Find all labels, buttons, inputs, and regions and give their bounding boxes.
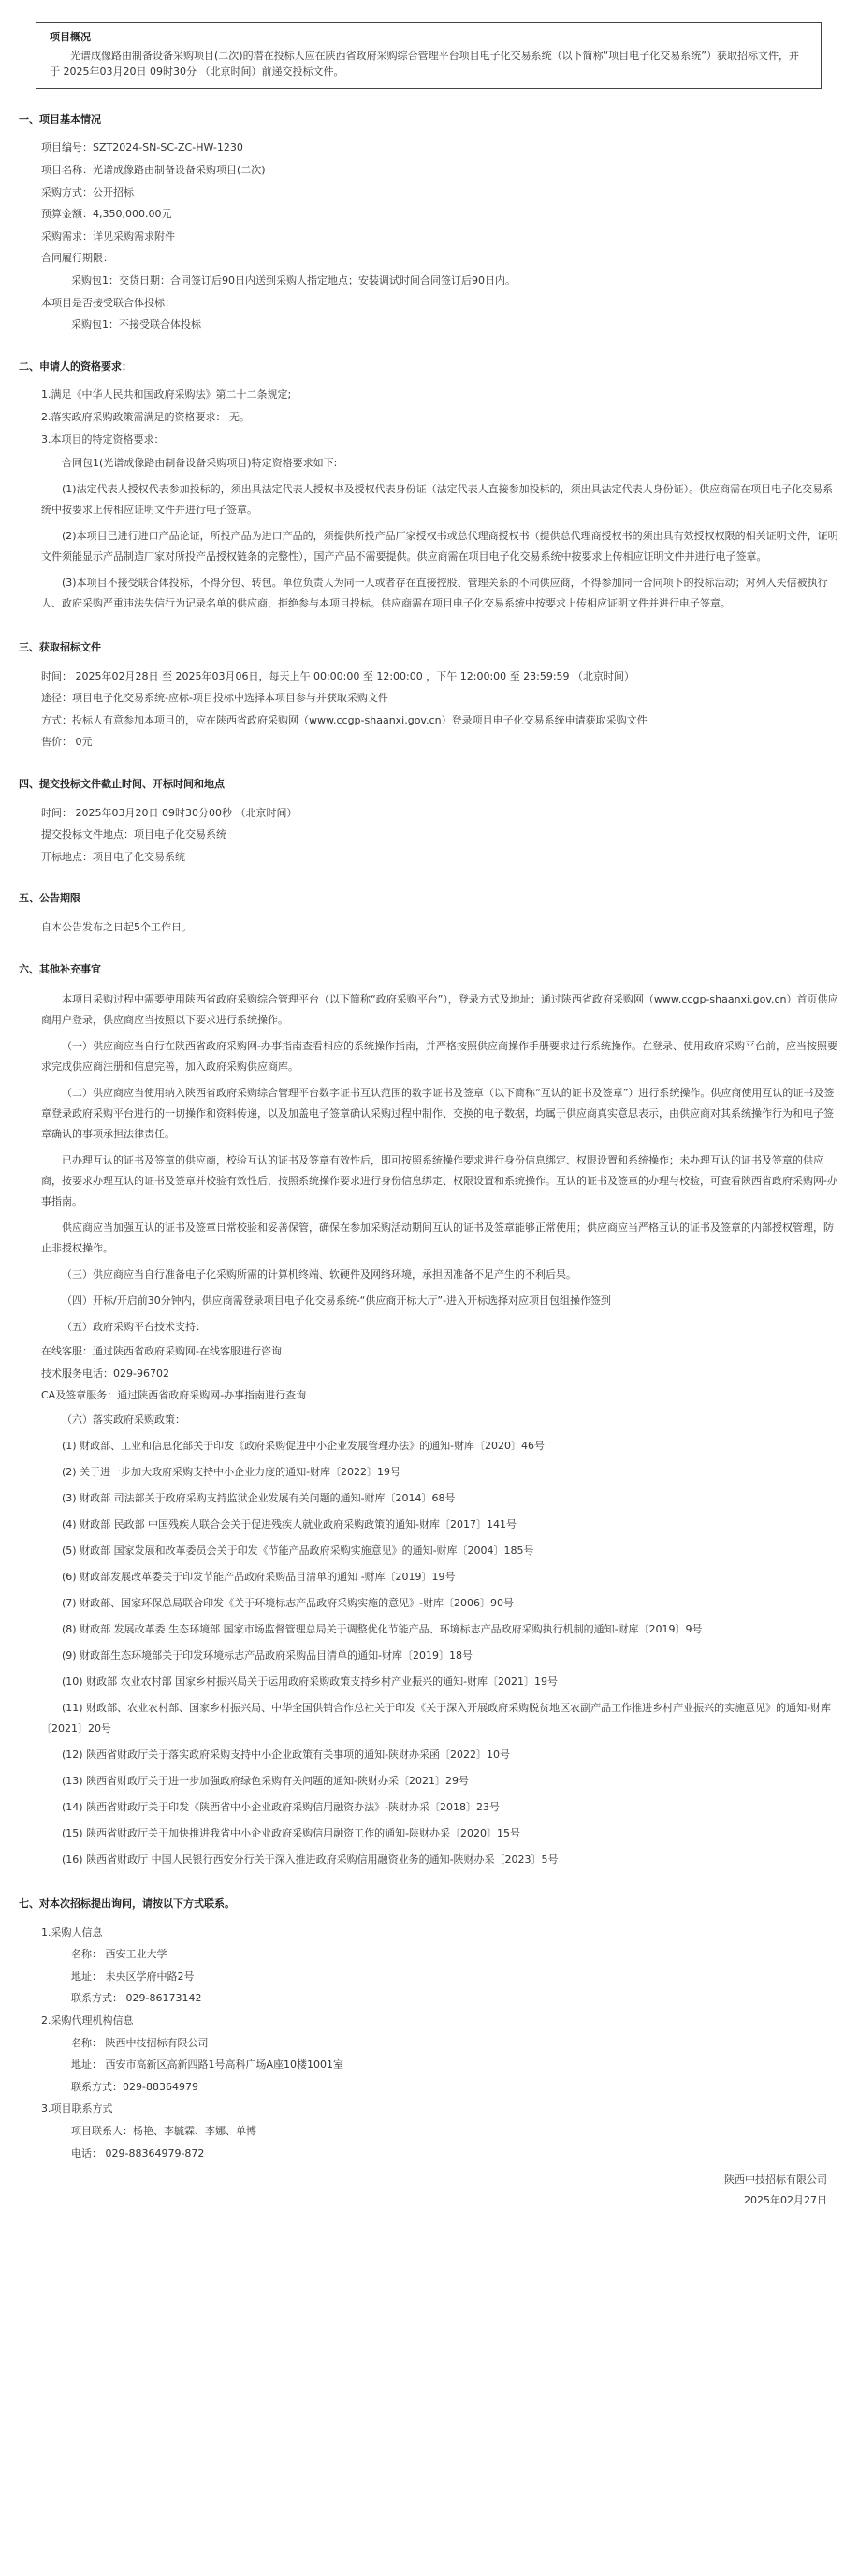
policy-item: (6) 财政部发展改革委关于印发节能产品政府采购品目清单的通知 -财库〔2019〕19号: [62, 1571, 456, 1583]
purchaser-address: 地址： 未央区学府中路2号: [71, 1969, 195, 1983]
policy-item: (5) 财政部 国家发展和改革委员会关于印发《节能产品政府采购实施意见》的通知-财库〔2004〕185号: [62, 1544, 534, 1557]
joint-bid-label: 本项目是否接受联合体投标：: [41, 296, 175, 309]
section-2-title: 二、申请人的资格要求：: [19, 359, 132, 373]
document-price: 售价： 0元: [41, 736, 93, 749]
signature-date: 2025年02月27日: [744, 2193, 827, 2206]
obtain-method: 方式：投标人有意参加本项目的，应在陕西省政府采购网（www.ccgp-shaanxi.gov.cn）登录项目电子化交易系统申请获取采购文件: [41, 713, 648, 726]
qualification-package1: 合同包1(光谱成像路由制备设备采购项目)特定资格要求如下:: [62, 457, 338, 470]
policy-item: (12) 陕西省财政厅关于落实政府采购支持中小企业政策有关事项的通知-陕财办采函〔2022〕10号: [62, 1749, 511, 1761]
policy-item: (15) 陕西省财政厅关于加快推进我省中小企业政府采购信用融资工作的通知-陕财办采〔2020〕15号: [62, 1827, 521, 1839]
policy-item: (1) 财政部、工业和信息化部关于印发《政府采购促进中小企业发展管理办法》的通知-财库〔2020〕46号: [62, 1440, 546, 1452]
package1-joint-bid: 采购包1：不接受联合体投标: [71, 318, 201, 331]
policy-item: (2) 关于进一步加大政府采购支持中小企业力度的通知-财库〔2022〕19号: [62, 1466, 401, 1478]
policy-item: (13) 陕西省财政厅关于进一步加强政府绿色采购有关问题的通知-陕财办采〔2021〕29号: [62, 1775, 470, 1787]
qualification-item-1: (1)法定代表人授权代表参加投标的，须出具法定代表人授权书及授权代表身份证（法定代表人直接参加投标的，须出具法定代表人身份证）。供应商需在项目电子化交易系统中按要求上传相应证明文件并进行电子签章。: [41, 483, 834, 517]
policy-item: (3) 财政部 司法部关于政府采购支持监狱企业发展有关问题的通知-财库〔2014〕68号: [62, 1492, 456, 1504]
supplement-para-6: （三）供应商应当自行准备电子化采购所需的计算机终端、软硬件及网络环境，承担因准备不足产生的不利后果。: [62, 1268, 576, 1281]
section-1-title: 一、项目基本情况: [19, 112, 101, 125]
supplement-para-5: 供应商应当加强互认的证书及签章日常校验和妥善保管，确保在参加采购活动期间互认的证书及签章能够正常使用；供应商应当严格互认的证书及签章的内部授权管理，防止非授权操作。: [41, 1222, 834, 1255]
supplement-para-3: （二）供应商应当使用纳入陕西省政府采购综合管理平台数字证书互认范围的数字证书及签章（以下简称“互认的证书及签章”）进行系统操作。供应商使用互认的证书及签章登录政府采购平台进行的一切操作和资料传递，以及加盖电子签章确认采购过程中制作、交换的电子数据，均属于供应商真实意思表示，由供应商对其系统操作行为和电子签章确认的事项承担法律责任。: [41, 1087, 835, 1141]
procurement-requirement: 采购需求：详见采购需求附件: [41, 229, 175, 242]
agent-name: 名称： 陕西中技招标有限公司: [71, 2036, 209, 2049]
project-name: 项目名称：光谱成像路由制备设备采购项目(二次): [41, 163, 266, 176]
project-overview-box: [36, 22, 822, 89]
deadline-time: 时间： 2025年03月20日 09时30分00秒 （北京时间）: [41, 806, 298, 819]
policy-item: (8) 财政部 发展改革委 生态环境部 国家市场监督管理总局关于调整优化节能产品、环境标志产品政府采购执行机制的通知-财库〔2019〕9号: [62, 1623, 703, 1635]
purchaser-name: 名称： 西安工业大学: [71, 1948, 167, 1961]
package1-delivery: 采购包1：交货日期：合同签订后90日内送到采购人指定地点；安装调试时间合同签订后90日内。: [71, 273, 516, 286]
procurement-method: 采购方式：公开招标: [41, 185, 134, 198]
section-7-title: 七、对本次招标提出询问，请按以下方式联系。: [19, 1897, 235, 1910]
online-service: 在线客服：通过陕西省政府采购网-在线客服进行咨询: [41, 1345, 282, 1358]
section-4-title: 四、提交投标文件截止时间、开标时间和地点: [19, 778, 225, 791]
policy-item: (10) 财政部 农业农村部 国家乡村振兴局关于运用政府采购政策支持乡村产业振兴的通知-财库〔2021〕19号: [62, 1676, 559, 1688]
qualification-3: 3.本项目的特定资格要求：: [41, 432, 165, 446]
agent-address: 地址： 西安市高新区高新四路1号高科广场A座10楼1001室: [71, 2058, 344, 2071]
contact-heading: 3.项目联系方式: [41, 2102, 113, 2115]
obtain-time: 时间： 2025年02月28日 至 2025年03月06日，每天上午 00:00:00 至 12:00:00 ，下午 12:00:00 至 23:59:59 （北京时间）: [41, 669, 635, 682]
qualification-1: 1.满足《中华人民共和国政府采购法》第二十二条规定;: [41, 388, 292, 402]
qualification-2: 2.落实政府采购政策需满足的资格要求： 无。: [41, 410, 250, 423]
signature-org: 陕西中技招标有限公司: [724, 2174, 827, 2187]
supplement-para-1: 本项目采购过程中需要使用陕西省政府采购综合管理平台（以下简称“政府采购平台”），登录方式及地址：通过陕西省政府采购网（www.ccgp-shaanxi.gov.cn）首页供应商用户登录，供应商应当按照以下要求进行系统操作。: [41, 993, 838, 1027]
policy-item: (11) 财政部、农业农村部、国家乡村振兴局、中华全国供销合作总社关于印发《关于深入开展政府采购脱贫地区农副产品工作推进乡村产业振兴的实施意见》的通知-财库〔2021〕20号: [41, 1702, 832, 1734]
supplement-para-2: （一）供应商应当自行在陕西省政府采购网-办事指南查看相应的系统操作指南，并严格按照供应商操作手册要求进行系统操作。在登录、使用政府采购平台前，应当按照要求完成供应商注册和信息完善，加入政府采购供应商库。: [41, 1040, 837, 1074]
opening-location: 开标地点：项目电子化交易系统: [41, 850, 185, 863]
section-5-title: 五、公告期限: [19, 892, 80, 905]
qualification-item-3: (3)本项目不接受联合体投标，不得分包、转包。单位负责人为同一人或者存在直接控股、管理关系的不同供应商，不得参加同一合同项下的投标活动；对列入失信被执行人、政府采购严重违法失信行为记录名单的供应商，拒绝参与本项目投标。供应商需在项目电子化交易系统中按要求上传相应证明文件并进行电子签章。: [41, 577, 828, 610]
submit-location: 提交投标文件地点：项目电子化交易系统: [41, 828, 226, 842]
policy-item: (7) 财政部、国家环保总局联合印发《关于环境标志产品政府采购实施的意见》-财库〔2006〕90号: [62, 1597, 515, 1609]
section-3-title: 三、获取招标文件: [19, 641, 101, 654]
obtain-route: 途径：项目电子化交易系统-应标-项目投标中选择本项目参与并获取采购文件: [41, 692, 388, 705]
budget-amount: 预算金额：4,350,000.00元: [41, 208, 172, 221]
tech-service-phone: 技术服务电话：029-96702: [41, 1367, 169, 1380]
project-number: 项目编号：SZT2024-SN-SC-ZC-HW-1230: [41, 141, 243, 154]
policy-heading: （六）落实政府采购政策：: [62, 1413, 185, 1426]
announcement-period: 自本公告发布之日起5个工作日。: [41, 921, 192, 934]
supplement-para-8: （五）政府采购平台技术支持：: [62, 1321, 206, 1334]
purchaser-phone: 联系方式： 029-86173142: [71, 1992, 202, 2005]
agent-heading: 2.采购代理机构信息: [41, 2013, 134, 2027]
policy-item: (4) 财政部 民政部 中国残疾人联合会关于促进残疾人就业政府采购政策的通知-财库〔2017〕141号: [62, 1518, 517, 1530]
ca-service: CA及签章服务：通过陕西省政府采购网-办事指南进行查询: [41, 1389, 307, 1402]
qualification-item-2: (2)本项目已进行进口产品论证，所投产品为进口产品的，须提供所投产品厂家授权书或总代理商授权书（提供总代理商授权书的须出具有效授权权限的相关证明文件，证明文件须能显示产品制造厂家对所投产品授权链条的完整性），国产产品不需要提供。供应商需在项目电子化交易系统中按要求上传相应证明文件并进行电子签章。: [41, 530, 838, 564]
policy-item: (16) 陕西省财政厅 中国人民银行西安分行关于深入推进政府采购信用融资业务的通知-陕财办采〔2023〕5号: [62, 1853, 559, 1866]
supplement-para-7: （四）开标/开启前30分钟内，供应商需登录项目电子化交易系统-“供应商开标大厅”-进入开标选择对应项目包组操作签到: [62, 1295, 612, 1308]
policy-item: (9) 财政部生态环境部关于印发环境标志产品政府采购品目清单的通知-财库〔2019〕18号: [62, 1649, 473, 1661]
section-6-title: 六、其他补充事宜: [19, 962, 101, 975]
contact-phone: 电话： 029-88364979-872: [71, 2146, 205, 2159]
supplement-para-4: 已办理互认的证书及签章的供应商，校验互认的证书及签章有效性后，即可按照系统操作要求进行身份信息绑定、权限设置和系统操作；未办理互认的证书及签章的供应商，按要求办理互认的证书及签章并校验有效性后，按照系统操作要求进行身份信息绑定、权限设置和系统操作。互认的证书及签章的办理与校验，可查看陕西省政府采购网-办事指南。: [41, 1154, 837, 1208]
overview-text: 光谱成像路由制备设备采购项目(二次)的潜在投标人应在陕西省政府采购综合管理平台项目电子化交易系统（以下简称“项目电子化交易系统”）获取招标文件，并于 2025年03月20日 09时30分 （北京时间）前递交投标文件。: [50, 49, 799, 79]
agent-phone: 联系方式：029-88364979: [71, 2080, 198, 2093]
policy-item: (14) 陕西省财政厅关于印发《陕西省中小企业政府采购信用融资办法》-陕财办采〔2018〕23号: [62, 1801, 501, 1813]
contact-people: 项目联系人：杨艳、李毓霖、李娜、单博: [71, 2124, 256, 2137]
contract-period-label: 合同履行期限：: [41, 252, 113, 265]
purchaser-heading: 1.采购人信息: [41, 1925, 103, 1939]
overview-title: 项目概况: [50, 31, 91, 43]
